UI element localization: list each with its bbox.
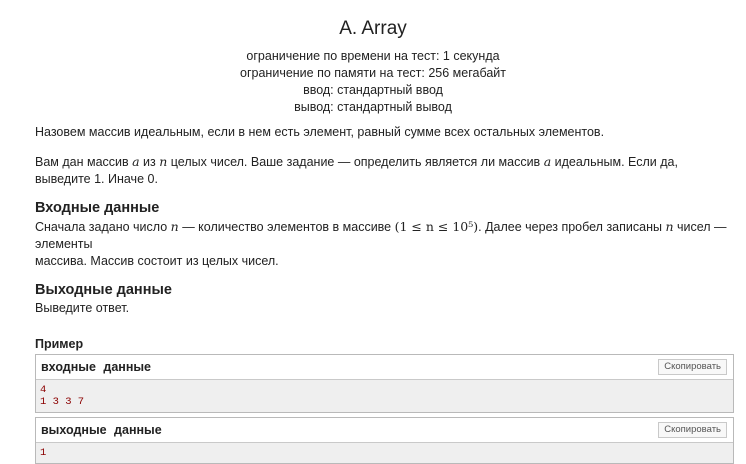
math-var-n: n	[665, 219, 674, 234]
text: из	[139, 155, 160, 169]
example-output-label: выходные данные	[41, 423, 162, 437]
memory-limit: ограничение по памяти на тест: 256 мегабайт	[240, 66, 506, 80]
text: . Далее через пробел записаны	[478, 220, 666, 234]
copy-output-button[interactable]: Скопировать	[658, 422, 727, 438]
input-section-title: Входные данные	[35, 200, 160, 216]
example-output-line: 1	[40, 447, 47, 459]
text: целых чисел. Ваше задание — определить является ли массив	[167, 155, 544, 169]
math-constraint: (1 ≤ n ≤ 10⁵)	[394, 219, 479, 234]
math-var-n: n	[170, 219, 179, 234]
statement-paragraph-2	[35, 153, 735, 188]
math-var-a: a	[543, 154, 552, 169]
example-input-box	[35, 354, 734, 413]
input-spec: ввод: стандартный ввод	[303, 83, 443, 97]
text: — количество элементов в массиве	[178, 220, 395, 234]
example-input-line: 4	[40, 384, 47, 396]
copy-input-button[interactable]: Скопировать	[658, 359, 727, 375]
text: чисел — элементы	[35, 220, 727, 251]
text: идеальным. Если да, выведите 1. Иначе 0.	[35, 155, 678, 186]
text: массива. Массив состоит из целых чисел.	[35, 254, 279, 268]
example-input-header	[36, 355, 733, 380]
text: Сначала задано число	[35, 220, 171, 234]
math-var-n: n	[159, 154, 168, 169]
example-input-label: входные данные	[41, 360, 151, 374]
problem-title: A. Array	[339, 18, 407, 39]
output-section-text: Выведите ответ.	[35, 301, 130, 315]
text: Вам дан массив	[35, 155, 133, 169]
math-var-a: a	[132, 154, 140, 169]
example-output-box	[35, 417, 734, 464]
example-output-content[interactable]	[36, 443, 733, 463]
input-section-text	[35, 218, 735, 270]
example-input-content[interactable]	[36, 380, 733, 412]
example-title: Пример	[35, 337, 84, 351]
time-limit: ограничение по времени на тест: 1 секунда	[246, 49, 500, 63]
statement-paragraph-1: Назовем массив идеальным, если в нем есть элемент, равный сумме всех остальных элементов.	[35, 125, 605, 139]
example-input-line: 1 3 3 7	[40, 396, 85, 408]
problem-statement	[35, 124, 735, 464]
example-output-header	[36, 418, 733, 443]
output-spec: вывод: стандартный вывод	[294, 100, 452, 114]
output-section-title: Выходные данные	[35, 282, 172, 298]
problem-header	[0, 0, 746, 116]
